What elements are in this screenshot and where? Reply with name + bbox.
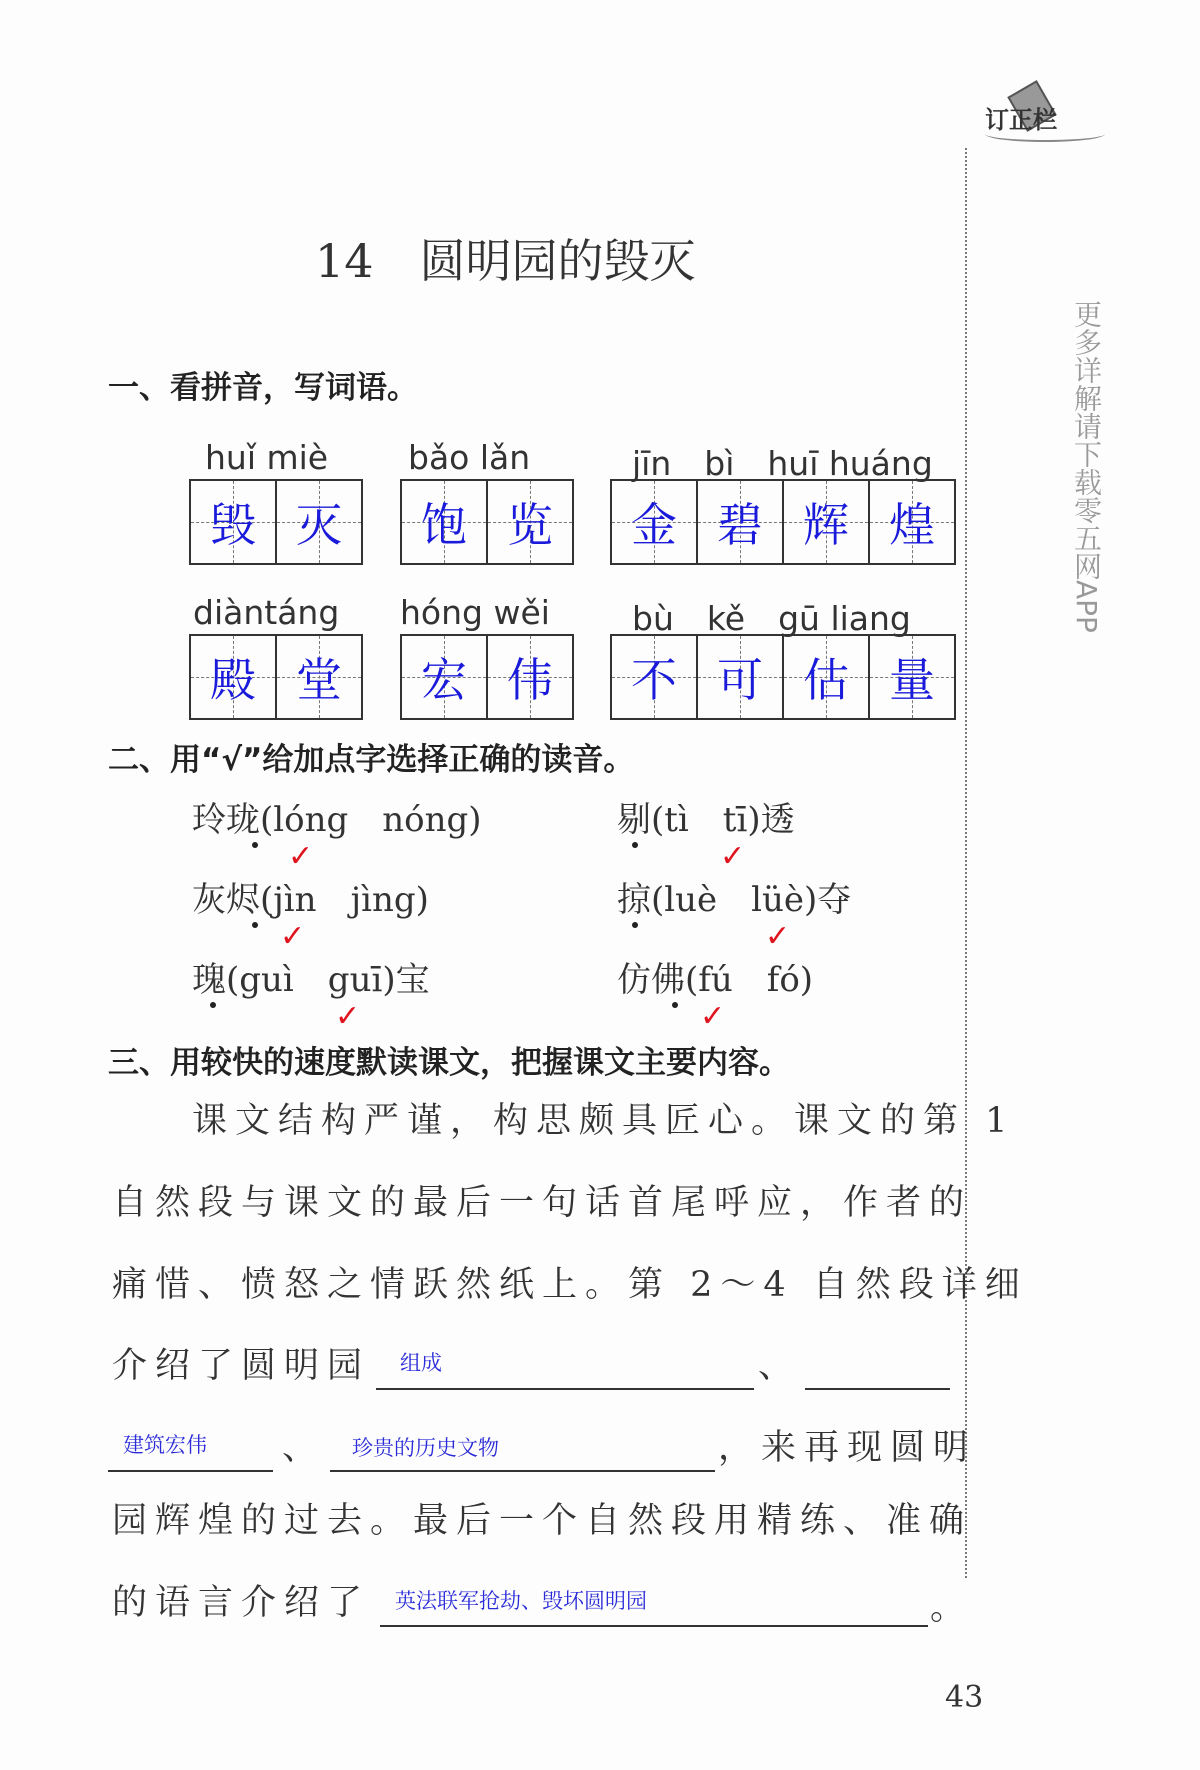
answer-char: 碧	[717, 498, 763, 552]
check-mark: ✓	[335, 999, 361, 1034]
page-number: 43	[945, 1680, 984, 1715]
check-mark: ✓	[720, 839, 746, 874]
blank-line	[805, 1388, 950, 1390]
answer-char: 览	[507, 498, 553, 552]
answer-char: 毁	[210, 498, 256, 552]
blank-line	[330, 1470, 715, 1472]
lesson-title: 14 圆明园的毁灭	[315, 234, 696, 288]
writing-grid	[189, 634, 363, 720]
paragraph-text: 、	[758, 1346, 802, 1386]
section1-heading: 一、看拼音，写词语。	[108, 370, 418, 406]
writing-grid	[610, 479, 956, 565]
answer-char: 饱	[421, 498, 467, 552]
check-mark: ✓	[700, 999, 726, 1034]
writing-grid	[610, 634, 956, 720]
pronunciation-item: 玲珑(lóng nóng)	[192, 800, 482, 840]
paragraph-text: ，来再现圆明	[718, 1428, 977, 1468]
paragraph-line: 课文结构严谨，构思颇具匠心。课文的第 1	[192, 1101, 1016, 1141]
answer-char: 量	[889, 653, 935, 707]
pinyin: bǎo lǎn	[408, 438, 531, 477]
emphasis-dot	[672, 1002, 678, 1008]
emphasis-dot	[632, 922, 638, 928]
paragraph-text: 、	[282, 1428, 326, 1468]
answer-char: 殿	[210, 653, 256, 707]
emphasis-dot	[252, 842, 258, 848]
answer-text: 组成	[400, 1351, 442, 1375]
pronunciation-item: 仿佛(fú fó)	[617, 960, 814, 1000]
paragraph-line: 自然段与课文的最后一句话首尾呼应，作者的	[112, 1183, 973, 1223]
answer-char: 可	[717, 653, 763, 707]
check-mark: ✓	[280, 919, 306, 954]
pronunciation-item: 瑰(guì guī)宝	[192, 960, 430, 1000]
answer-char: 金	[631, 498, 677, 552]
answer-char: 灭	[296, 498, 342, 552]
answer-text: 建筑宏伟	[123, 1433, 207, 1457]
writing-grid	[189, 479, 363, 565]
pinyin: bù kě gū liang	[632, 599, 911, 638]
check-mark: ✓	[765, 919, 791, 954]
answer-char: 宏	[421, 653, 467, 707]
answer-char: 堂	[296, 653, 342, 707]
paragraph-line: 的语言介绍了	[112, 1583, 371, 1623]
check-mark: ✓	[288, 839, 314, 874]
answer-char: 煌	[889, 498, 935, 552]
pronunciation-item: 掠(luè lüè)夺	[617, 880, 852, 920]
paragraph-text: 。	[930, 1588, 974, 1628]
answer-char: 辉	[803, 498, 849, 552]
emphasis-dot	[252, 922, 258, 928]
emphasis-dot	[632, 842, 638, 848]
pinyin: hóng wěi	[400, 593, 550, 632]
blank-line	[376, 1388, 754, 1390]
section3-heading: 三、用较快的速度默读课文，把握课文主要内容。	[108, 1045, 790, 1081]
paragraph-line: 介绍了圆明园	[112, 1346, 371, 1386]
section2-heading: 二、用“√”给加点字选择正确的读音。	[108, 742, 635, 778]
watermark: 更多详解请下载零五网APP	[1070, 300, 1103, 633]
paragraph-line: 痛惜、愤怒之情跃然纸上。第 2～4 自然段详细	[112, 1265, 1028, 1305]
blank-line	[380, 1625, 928, 1627]
answer-text: 珍贵的历史文物	[352, 1436, 499, 1460]
writing-grid	[400, 634, 574, 720]
pronunciation-item: 剔(tì tī)透	[617, 800, 795, 840]
blank-line	[108, 1470, 273, 1472]
pronunciation-item: 灰烬(jìn jìng)	[192, 880, 429, 920]
paragraph-line: 园辉煌的过去。最后一个自然段用精练、准确	[112, 1501, 973, 1541]
correction-column-label: 订正栏	[985, 106, 1057, 134]
answer-char: 不	[631, 653, 677, 707]
answer-char: 估	[803, 653, 849, 707]
pinyin: huǐ miè	[205, 438, 329, 477]
answer-char: 伟	[507, 653, 553, 707]
pinyin: diàntáng	[193, 593, 340, 632]
writing-grid	[400, 479, 574, 565]
correction-divider	[965, 148, 967, 1578]
pinyin: jīn bì huī huáng	[632, 444, 933, 483]
answer-text: 英法联军抢劫、毁坏圆明园	[395, 1589, 647, 1613]
emphasis-dot	[210, 1002, 216, 1008]
